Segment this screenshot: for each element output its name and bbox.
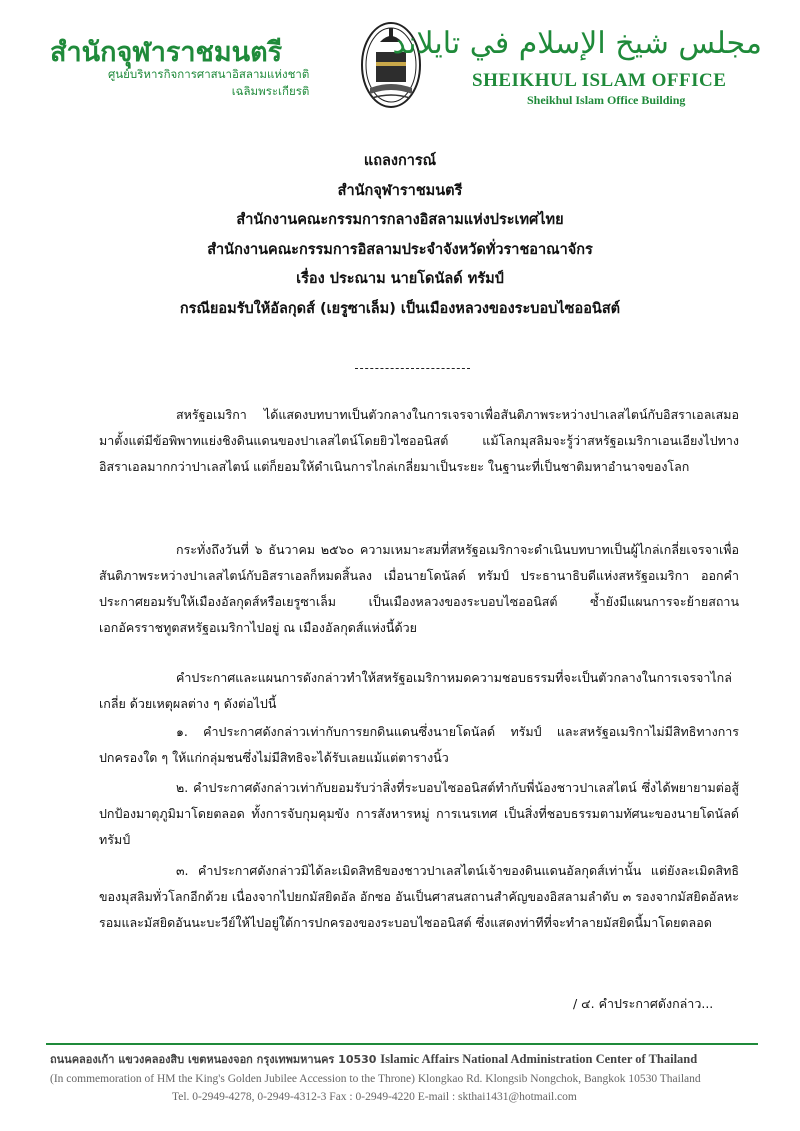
title-line: แถลงการณ์: [363, 153, 437, 169]
statement-title: [0, 147, 800, 324]
thai-sub-line1: ศูนย์บริหารกิจการศาสนาอิสลามแห่งชาติ: [108, 67, 310, 81]
paragraph-text: คำประกาศและแผนการดังกล่าวทำให้สหรัฐอเมริกาหมดความชอบธรรมที่จะเป็นตัวกลางในการเจรจาไกล่เกลี่ย ด้วยเหตุผลต่าง ๆ ดังต่อไปนี้: [99, 670, 732, 711]
title-line: สำนักจุฬาราชมนตรี: [337, 182, 463, 199]
english-org-name: SHEIKHUL ISLAM OFFICE: [472, 70, 727, 91]
footer-contact: Tel. 0-2949-4278, 0-2949-4312-3 Fax : 0-2949-4220 E-mail : skthai1431@hotmail.com: [172, 1091, 577, 1103]
paragraph-text: กระทั่งถึงวันที่ ๖ ธันวาคม ๒๕๖๐ ความเหมาะสมที่สหรัฐอเมริกาจะดำเนินบทบาทเป็นผู้ไกล่เกลี่ยเจรจาเพื่อสันติภาพระหว่างปาเลสไตน์กับอิสราเอลก็หมดสิ้นลง เมื่อนายโดนัลด์ ทรัมป์ ประธานาธิบดีแห่งสหรัฐอเมริกา ออกคำประกาศยอมรับให้เมืองอัลกุดส์หรือเยรูซาเล็ม เป็นเมืองหลวงของระบอบไซออนิสต์ ซ้ำยังมีแผนการจะย้ายสถานเอกอัครราชทูตสหรัฐอเมริกาไปอยู่ ณ เมืองอัลกุดส์แห่งนี้ด้วย: [99, 542, 739, 635]
continuation-note: / ๔. คำประกาศดังกล่าว...: [573, 996, 714, 1011]
paragraph-3: [99, 665, 739, 717]
paragraph-4: [99, 719, 739, 771]
footer-divider: [46, 1043, 758, 1045]
title-line: สำนักงานคณะกรรมการอิสลามประจำจังหวัดทั่วราชอาณาจักร: [207, 241, 593, 258]
paragraph-text: ๑. คำประกาศดังกล่าวเท่ากับการยกดินแดนซึ่งนายโดนัลด์ ทรัมป์ และสหรัฐอเมริกาไม่มีสิทธิทางการปกครองใด ๆ ให้แก่กลุ่มชนซึ่งไม่มีสิทธิจะได้รับเลยแม้แต่ตารางนิ้ว: [99, 724, 739, 765]
title-line: เรื่อง ประณาม นายโดนัลด์ ทรัมป์: [296, 271, 504, 287]
paragraph-5: [99, 775, 739, 853]
paragraph-text: ๓. คำประกาศดังกล่าวมิได้ละเมิดสิทธิของชาวปาเลสไตน์เจ้าของดินแดนอัลกุดส์เท่านั้น แต่ยังละเมิดสิทธิของมุสลิมทั่วโลกอีกด้วย เนื่องจากไปยกมัสยิดอัล อักซอ อันเป็นศาสนสถานสำคัญของอิสลามลำดับ ๓ รองจากมัสยิดอัลหะรอมและมัสยิดอันนะบะวีย์ให้ไปอยู่ใต้การปกครองของระบอบไซออนิสต์ ซึ่งแสดงท่าทีที่จะทำลายมัสยิดนี้มาโดยตลอด: [99, 863, 739, 930]
letterhead: [0, 0, 800, 118]
paragraph-text: สหรัฐอเมริกา ได้แสดงบทบาทเป็นตัวกลางในการเจรจาเพื่อสันติภาพระหว่างปาเลสไตน์กับอิสราเอลเสมอมาตั้งแต่มีข้อพิพาทแย่งชิงดินแดนของปาเลสไตน์โดยยิวไซออนิสต์ แม้โลกมุสลิมจะรู้ว่าสหรัฐอเมริกาเอนเอียงไปทางอิสราเอลมากกว่าปาเลสไตน์ แต่ก็ยอมให้ดำเนินการไกล่เกลี่ยมาเป็นระยะ ในฐานะที่เป็นชาติมหาอำนาจของโลก: [99, 407, 739, 474]
footer-address-thai: ถนนคลองเก้า แขวงคลองสิบ เขตหนองจอก กรุงเทพมหานคร 10530: [50, 1053, 377, 1066]
english-org-subtitle: Sheikhul Islam Office Building: [527, 93, 686, 107]
title-separator: [355, 368, 470, 369]
footer-address-english: Islamic Affairs National Administration Center of Thailand: [380, 1052, 698, 1066]
paragraph-1: [99, 402, 739, 480]
thai-sub-line2: เฉลิมพระเกียรติ: [231, 84, 310, 98]
thai-org-name: สำนักจุฬาราชมนตรี: [50, 37, 283, 68]
arabic-org-name: مجلس شيخ الإسلام في تايلاند: [392, 26, 762, 61]
footer-address-line: [50, 1050, 760, 1070]
paragraph-6: [99, 858, 739, 936]
paragraph-2: [99, 537, 739, 641]
footer-commemoration: (In commemoration of HM the King's Golden Jubilee Accession to the Throne) Klongkao Rd. Klongsib Nongchok, Bangkok 10530 Thailand: [50, 1072, 701, 1085]
thai-org-subtitle: [108, 66, 309, 100]
footer: [50, 1050, 760, 1107]
paragraph-text: ๒. คำประกาศดังกล่าวเท่ากับยอมรับว่าสิ่งที่ระบอบไซออนิสต์ทำกับพี่น้องชาวปาเลสไตน์ ซึ่งได้พยายามต่อสู้ปกป้องมาตุภูมิมาโดยตลอด ทั้งการจับกุมคุมขัง การสังหารหมู่ การเนรเทศ เป็นสิ่งที่ชอบธรรมตามทัศนะของนายโดนัลด์ ทรัมป์: [99, 780, 739, 847]
title-line: กรณียอมรับให้อัลกุดส์ (เยรูซาเล็ม) เป็นเมืองหลวงของระบอบไซออนิสต์: [179, 300, 621, 317]
title-line: สำนักงานคณะกรรมการกลางอิสลามแห่งประเทศไทย: [236, 212, 564, 228]
